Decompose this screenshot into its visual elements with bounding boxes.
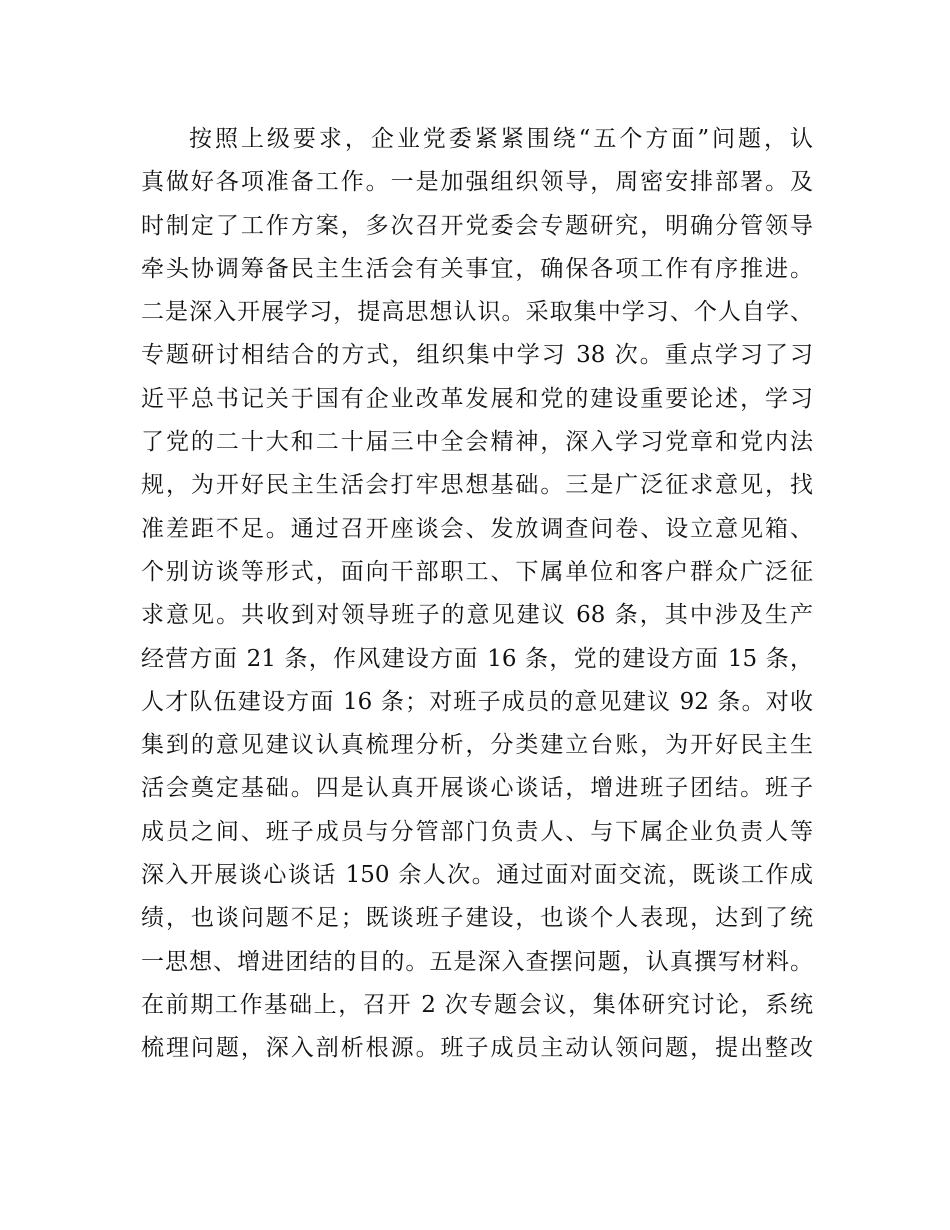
text-line: 准差距不足。通过召开座谈会、发放调查问卷、设立意见箱、 — [141, 515, 813, 542]
text-line: 时制定了工作方案，多次召开党委会专题研究，明确分管领导 — [141, 212, 813, 239]
text-line: 按照上级要求，企业党委紧紧围绕“五个方面”问题，认 — [189, 126, 813, 152]
text-line: 近平总书记关于国有企业改革发展和党的建设重要论述，学习 — [141, 385, 813, 412]
text-line: 规，为开好民主生活会打牢思想基础。三是广泛征求意见，找 — [141, 472, 813, 499]
text-line: 在前期工作基础上，召开 2 次专题会议，集体研究讨论，系统 — [141, 991, 813, 1018]
text-line: 求意见。共收到对领导班子的意见建议 68 条，其中涉及生产 — [141, 602, 813, 629]
text-line: 专题研讨相结合的方式，组织集中学习 38 次。重点学习了习 — [141, 342, 813, 369]
text-line: 梳理问题，深入剖析根源。班子成员主动认领问题，提出整改 — [141, 1035, 813, 1062]
text-line: 一思想、增进团结的目的。五是深入查摆问题，认真撰写材料。 — [141, 948, 813, 975]
text-line: 二是深入开展学习，提高思想认识。采取集中学习、个人自学、 — [141, 299, 813, 326]
body-paragraph — [141, 118, 813, 1071]
text-line: 深入开展谈心谈话 150 余人次。通过面对面交流，既谈工作成 — [141, 862, 813, 889]
text-line: 集到的意见建议认真梳理分析，分类建立台账，为开好民主生 — [141, 732, 813, 759]
text-line: 成员之间、班子成员与分管部门负责人、与下属企业负责人等 — [141, 818, 813, 845]
text-line: 绩，也谈问题不足；既谈班子建设，也谈个人表现，达到了统 — [141, 905, 813, 932]
text-line: 牵头协调筹备民主生活会有关事宜，确保各项工作有序推进。 — [141, 255, 813, 282]
text-line: 活会奠定基础。四是认真开展谈心谈话，增进班子团结。班子 — [141, 775, 813, 802]
text-line: 经营方面 21 条，作风建设方面 16 条，党的建设方面 15 条， — [141, 645, 813, 672]
text-line: 真做好各项准备工作。一是加强组织领导，周密安排部署。及 — [141, 169, 813, 196]
text-line: 了党的二十大和二十届三中全会精神，深入学习党章和党内法 — [141, 429, 813, 456]
text-line: 人才队伍建设方面 16 条；对班子成员的意见建议 92 条。对收 — [141, 688, 813, 715]
text-line: 个别访谈等形式，面向干部职工、下属单位和客户群众广泛征 — [141, 558, 813, 585]
